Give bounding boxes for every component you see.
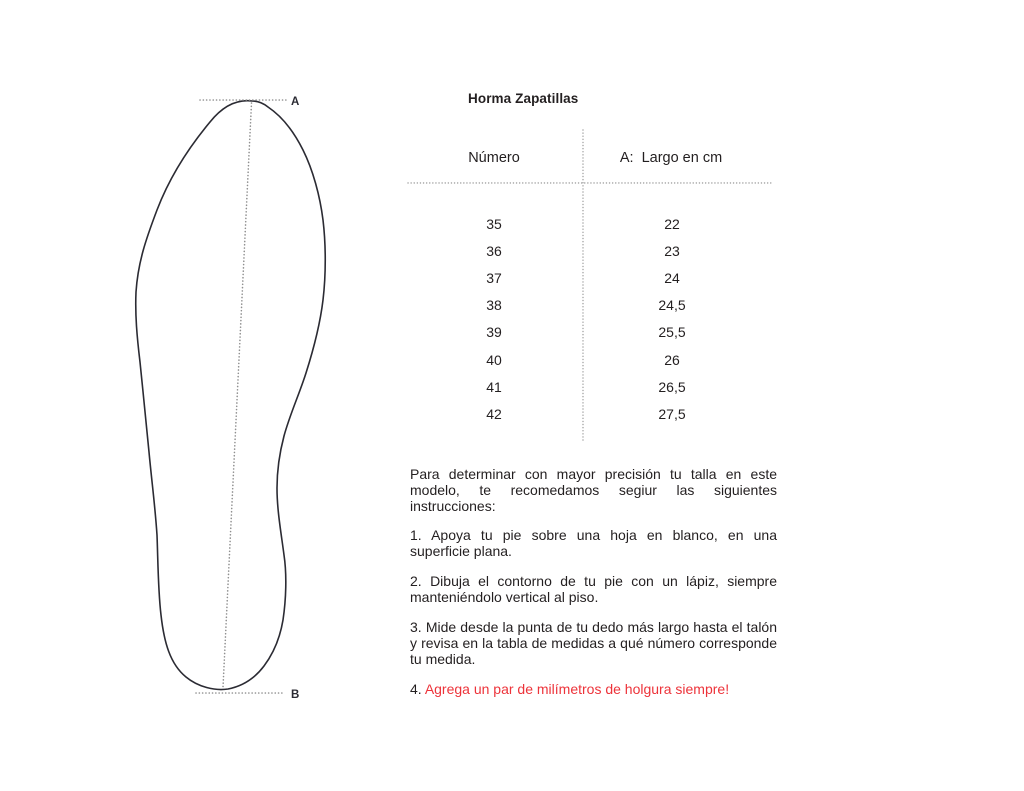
cell-numero: 40: [486, 351, 502, 368]
column-header-numero: Número: [468, 150, 520, 166]
step-text: Apoya tu pie sobre una hoja en blanco, en una superficie plana.: [410, 527, 777, 559]
step-text: Mide desde la punta de tu dedo más largo hasta el talón y revisa en la tabla de medidas a qué número corresponde tu medida.: [410, 619, 777, 667]
column-header-largo: A: Largo en cm: [619, 150, 723, 166]
table-row: [405, 210, 761, 237]
size-table: [405, 88, 777, 448]
step-text-highlighted: Agrega un par de milímetros de holgura siempre!: [424, 681, 730, 697]
cell-numero: 39: [486, 324, 502, 341]
step-number: 4.: [410, 681, 422, 697]
point-b-label: B: [291, 689, 300, 701]
intro-paragraph: Para determinar con mayor precisión tu talla en este modelo, te recomedamos segiur las siguientes instrucciones:: [410, 466, 777, 514]
cell-largo: 25,5: [658, 324, 686, 341]
cell-largo: 24: [664, 269, 680, 286]
step-1: [410, 527, 777, 559]
instructions: [410, 466, 777, 697]
cell-largo: 26,5: [658, 378, 686, 395]
cell-largo: 26: [664, 351, 680, 368]
table-row: [405, 400, 761, 427]
table-row: [405, 292, 761, 319]
step-2: [410, 573, 777, 605]
step-4: [410, 681, 777, 697]
step-3: [410, 619, 777, 667]
step-text: Dibuja el contorno de tu pie con un lápiz, siempre manteniéndolo vertical al piso.: [410, 573, 777, 605]
cell-largo: 22: [664, 215, 680, 232]
cell-numero: 41: [486, 378, 502, 395]
cell-numero: 42: [486, 405, 502, 422]
table-row: [405, 373, 761, 400]
step-number: 2.: [410, 573, 422, 589]
foot-axis-line: [223, 103, 252, 687]
cell-numero: 35: [486, 215, 502, 232]
point-a-label: A: [291, 96, 300, 108]
cell-numero: 37: [486, 269, 502, 286]
table-row: [405, 237, 761, 264]
step-number: 3.: [410, 619, 422, 635]
table-row: [405, 346, 761, 373]
cell-largo: 27,5: [658, 405, 686, 422]
table-row: [405, 319, 761, 346]
cell-largo: 23: [664, 242, 680, 259]
step-number: 1.: [410, 527, 422, 543]
cell-numero: 36: [486, 242, 502, 259]
cell-numero: 38: [486, 297, 502, 314]
foot-outline: [136, 101, 326, 690]
cell-largo: 24,5: [658, 297, 686, 314]
table-row: [405, 264, 761, 291]
table-title: Horma Zapatillas: [468, 91, 579, 106]
table-rows: [405, 210, 761, 428]
